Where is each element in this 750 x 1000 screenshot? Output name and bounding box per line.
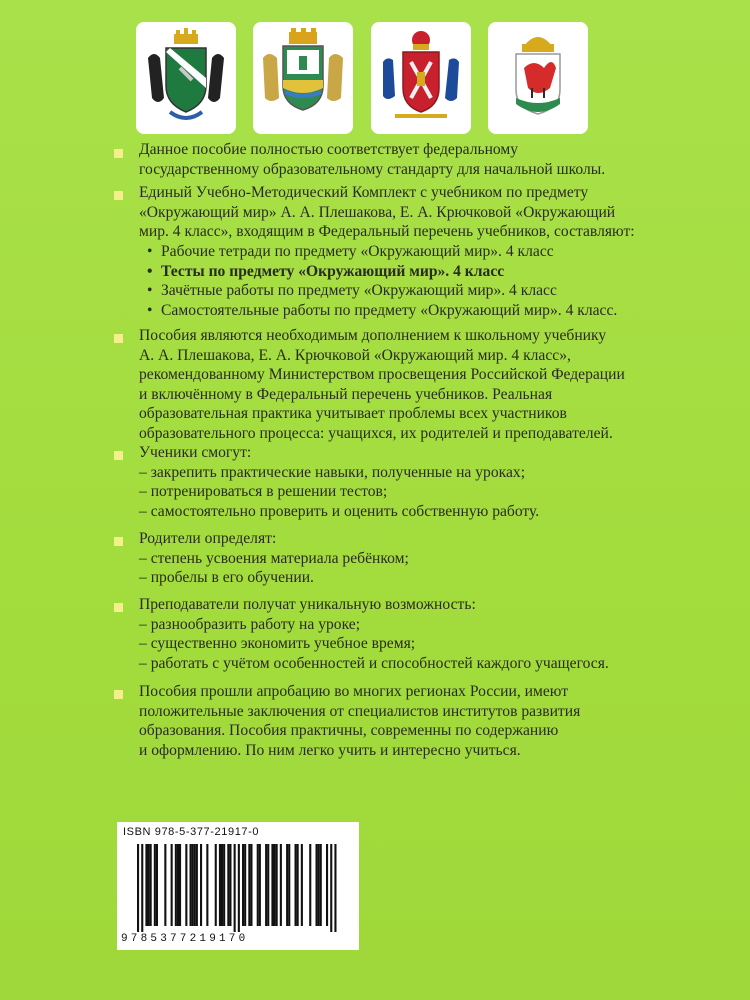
barcode-bar xyxy=(259,844,261,926)
barcode-bar xyxy=(326,844,328,926)
barcode-bar xyxy=(156,844,158,926)
barcode-bar xyxy=(141,844,143,932)
text-line: образовательная практика учитывает проблемы всех участников xyxy=(139,405,567,423)
text-line: положительные заключения от специалистов институтов развития xyxy=(139,702,581,720)
list-item: – закрепить практические навыки, полученные на уроках; xyxy=(139,463,526,481)
list-item: • Зачётные работы по предмету «Окружающий мир». 4 класс xyxy=(147,282,557,300)
barcode-bar xyxy=(171,844,173,926)
text-line: мир. 4 класс», входящим в Федеральный перечень учебников, составляют: xyxy=(139,223,635,241)
barcode-bar xyxy=(334,844,336,932)
section-heading: Преподаватели получат уникальную возможность: xyxy=(139,596,476,613)
barcode-bar xyxy=(229,844,231,926)
barcode-bar xyxy=(250,844,252,926)
paragraph-teachers xyxy=(139,595,679,673)
paragraph-supplement xyxy=(139,326,679,444)
kazan-coat-of-arms xyxy=(488,22,588,134)
barcode-bar xyxy=(227,844,229,926)
barcode-bar xyxy=(276,844,278,926)
text-line: А. А. Плешакова, Е. А. Крючковой «Окружающий мир. 4 класс», xyxy=(139,346,571,364)
barcode-bar xyxy=(192,844,194,926)
barcode-bar xyxy=(194,844,196,926)
barcode-bar xyxy=(164,844,166,926)
barcode-digits: 9785377219170 xyxy=(121,933,249,945)
barcode-bar xyxy=(185,844,187,926)
barcode-bar xyxy=(280,844,282,926)
paragraph-approval xyxy=(139,682,679,760)
barcode-bar xyxy=(196,844,198,926)
text-line: государственному образовательному стандарту для начальной школы. xyxy=(139,160,606,178)
barcode-bar xyxy=(244,844,246,926)
barcode-bar xyxy=(297,844,299,926)
text-line: Пособия являются необходимым дополнением к школьному учебнику xyxy=(139,327,607,344)
list-item-highlighted: • Тесты по предмету «Окружающий мир». 4 класс xyxy=(147,262,505,280)
barcode-bar xyxy=(238,844,240,932)
text-line: образовательного процесса: учащихся, их родителей и преподавателей. xyxy=(139,424,613,442)
barcode-bar xyxy=(137,844,139,932)
barcode-bars xyxy=(125,844,351,932)
text-line: и оформлению. По ним легко учить и интересно учиться. xyxy=(139,741,521,759)
barcode-bar xyxy=(309,844,311,926)
text-line: Единый Учебно-Методический Комплект с учебником по предмету xyxy=(139,184,589,201)
section-heading: Ученики смогут: xyxy=(139,444,252,461)
barcode-bar xyxy=(190,844,192,926)
list-item: – самостоятельно проверить и оценить собственную работу. xyxy=(139,502,540,520)
list-item: • Рабочие тетради по предмету «Окружающий мир». 4 класс xyxy=(147,243,554,260)
barcode-bar xyxy=(206,844,208,926)
text-line: Пособия прошли апробацию во многих регионах России, имеют xyxy=(139,683,569,700)
barcode-bar xyxy=(274,844,276,926)
barcode-bar xyxy=(215,844,217,926)
barcode-bar xyxy=(271,844,273,926)
list-item: • Самостоятельные работы по предмету «Окружающий мир». 4 класс. xyxy=(147,301,618,319)
list-item: – пробелы в его обучении. xyxy=(139,569,314,587)
paragraph-students xyxy=(139,443,679,521)
barcode-bar xyxy=(316,844,318,926)
bullet-marker xyxy=(114,191,123,200)
barcode-bar xyxy=(148,844,150,926)
text-line: и включённому в Федеральный перечень учебников. Реальная xyxy=(139,385,553,403)
text-line: «Окружающий мир» А. А. Плешакова, Е. А. Крючковой «Окружающий xyxy=(139,203,616,221)
complex-items-list xyxy=(147,242,687,320)
bullet-marker xyxy=(114,149,123,158)
bullet-marker xyxy=(114,334,123,343)
paragraph-parents xyxy=(139,529,679,588)
list-item: – разнообразить работу на уроке; xyxy=(139,615,361,633)
barcode-bar xyxy=(221,844,223,926)
list-item: – потренироваться в решении тестов; xyxy=(139,483,388,501)
isbn-barcode xyxy=(117,822,359,950)
novosibirsk-coat-of-arms xyxy=(136,22,236,134)
barcode-bar xyxy=(330,844,332,932)
barcode-bar xyxy=(267,844,269,926)
barcode-bar xyxy=(179,844,181,926)
barcode-bar xyxy=(286,844,288,926)
barcode-bar xyxy=(248,844,250,926)
barcode-bar xyxy=(175,844,177,926)
crest-row xyxy=(136,22,606,134)
barcode-bar xyxy=(288,844,290,926)
section-heading: Родители определят: xyxy=(139,530,277,547)
barcode-bar xyxy=(318,844,320,926)
paragraph-standard xyxy=(139,140,679,179)
text-line: Данное пособие полностью соответствует федеральному xyxy=(139,141,519,158)
text-line: рекомендованному Министерством просвещения Российской Федерации xyxy=(139,366,625,384)
bullet-marker xyxy=(114,603,123,612)
list-item: – степень усвоения материала ребёнком; xyxy=(139,549,409,567)
barcode-bar xyxy=(145,844,147,926)
barcode-bar xyxy=(320,844,322,926)
paragraph-complex xyxy=(139,183,679,242)
isbn-label: ISBN 978-5-377-21917-0 xyxy=(123,826,260,838)
list-item: – работать с учётом особенностей и способностей каждого учащегося. xyxy=(139,654,609,672)
barcode-bar xyxy=(200,844,202,926)
ekaterinburg-coat-of-arms xyxy=(253,22,353,134)
bullet-marker xyxy=(114,537,123,546)
barcode-bar xyxy=(154,844,156,926)
barcode-bar xyxy=(223,844,225,926)
barcode-bar xyxy=(301,844,303,926)
barcode-bar xyxy=(177,844,179,926)
barcode-bar xyxy=(150,844,152,926)
text-line: образования. Пособия практичны, современны по содержанию xyxy=(139,722,559,740)
bullet-marker xyxy=(114,690,123,699)
bullet-marker xyxy=(114,451,123,460)
barcode-bar xyxy=(234,844,236,932)
list-item: – существенно экономить учебное время; xyxy=(139,635,416,653)
barcode-bar xyxy=(219,844,221,926)
barcode-bar xyxy=(265,844,267,926)
saint-petersburg-coat-of-arms xyxy=(371,22,471,134)
barcode-bar xyxy=(242,844,244,926)
barcode-bar xyxy=(257,844,259,926)
barcode-bar xyxy=(295,844,297,926)
